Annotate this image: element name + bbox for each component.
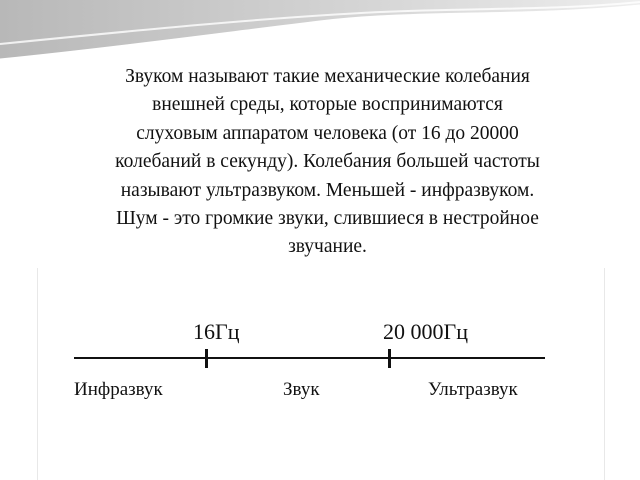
decorative-swoosh xyxy=(0,0,640,70)
definition-line: звучание. xyxy=(288,236,367,258)
definition-line: слуховым аппаратом человека (от 16 до 20000 xyxy=(136,122,519,144)
tick-label-20000hz: 20 000Гц xyxy=(383,319,468,344)
definition-text xyxy=(55,63,600,262)
tick-16hz xyxy=(205,349,208,368)
tick-label-16hz: 16Гц xyxy=(193,319,240,344)
range-label-ultrasound: Ультразвук xyxy=(428,379,518,400)
frequency-scale-panel xyxy=(37,268,605,480)
range-label-sound: Звук xyxy=(283,379,320,400)
range-label-infrasound: Инфразвук xyxy=(74,379,163,400)
definition-line: называют ультразвуком. Меньшей - инфразвуком. xyxy=(120,179,535,201)
definition-line: Шум - это громкие звуки, слившиеся в нестройное xyxy=(116,208,539,230)
definition-line: колебаний в секунду). Колебания большей частоты xyxy=(115,151,540,173)
tick-20000hz xyxy=(388,349,391,368)
definition-line: Звуком называют такие механические колебания xyxy=(125,66,530,87)
definition-line: внешней среды, которые воспринимаются xyxy=(152,94,503,116)
frequency-axis xyxy=(74,357,545,359)
